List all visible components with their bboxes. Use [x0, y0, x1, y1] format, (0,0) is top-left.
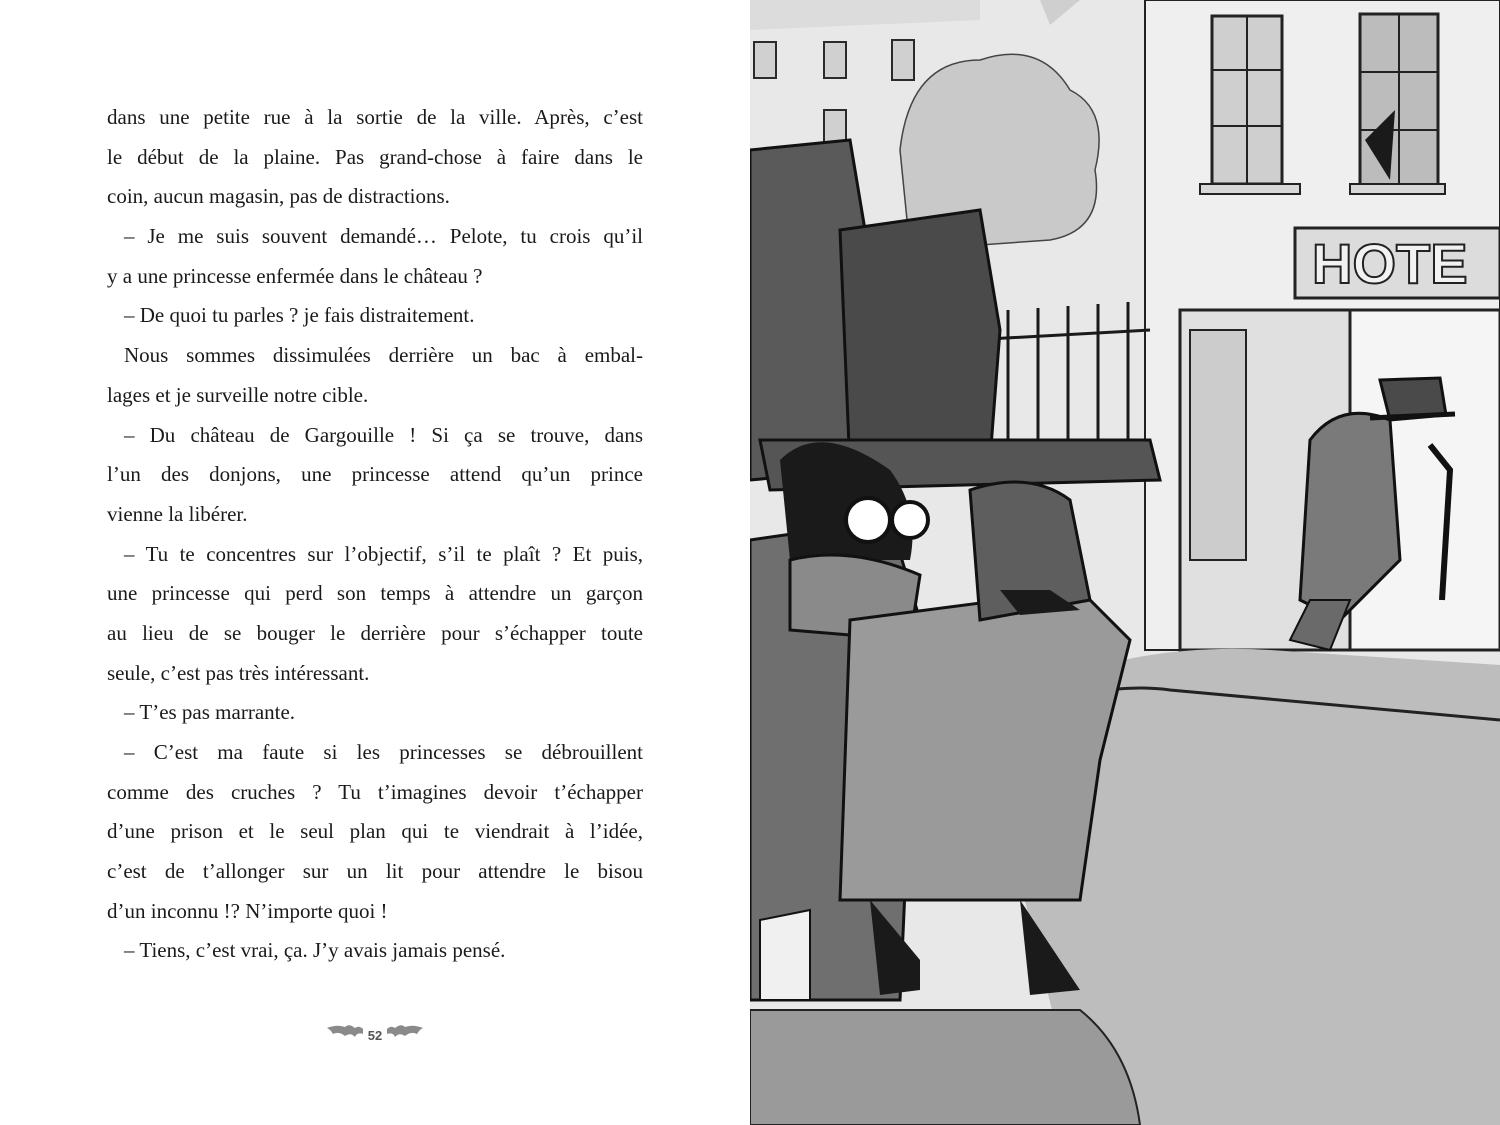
text-line: – Je me suis souvent demandé… Pelote, tu crois qu’il [124, 224, 643, 249]
street-scene-illustration [750, 0, 1500, 1125]
text-line: seule, c’est pas très intéressant. [107, 660, 370, 685]
text-line: une princesse qui perd son temps à attendre un garçon [107, 581, 643, 606]
text-line: d’un inconnu !? N’importe quoi ! [107, 898, 388, 923]
text-line: y a une princesse enfermée dans le château ? [107, 263, 483, 288]
text-line: – Du château de Gargouille ! Si ça se trouve, dans [124, 422, 643, 447]
illustration [750, 0, 1500, 1125]
text-line: dans une petite rue à la sortie de la ville. Après, c’est [107, 105, 643, 129]
body-text [107, 98, 643, 971]
text-line: lages et je surveille notre cible. [107, 382, 369, 407]
text-line: – Tiens, c’est vrai, ça. J’y avais jamais pensé. [124, 938, 506, 963]
text-line: comme des cruches ? Tu t’imagines devoir t’échapper [107, 779, 643, 804]
text-line: c’est de t’allonger sur un lit pour attendre le bisou [107, 859, 643, 884]
page-number: 52 [367, 1028, 383, 1043]
hotel-sign: HOTE [1312, 232, 1468, 295]
text-line: vienne la libérer. [107, 501, 248, 526]
text-line: coin, aucun magasin, pas de distractions. [107, 184, 450, 209]
text-line: au lieu de se bouger le derrière pour s’échapper toute [107, 620, 643, 645]
text-line: Nous sommes dissimulées derrière un bac à embal- [124, 343, 643, 368]
text-line: d’une prison et le seul plan qui te viendrait à l’idée, [107, 819, 643, 844]
text-line: – T’es pas marrante. [124, 700, 296, 725]
page-number-ornament [325, 1020, 425, 1050]
text-line: – C’est ma faute si les princesses se débrouillent [124, 740, 643, 764]
text-line: – De quoi tu parles ? je fais distraitement. [124, 303, 475, 328]
text-line: l’un des donjons, une princesse attend qu’un prince [107, 462, 643, 487]
text-line: – Tu te concentres sur l’objectif, s’il te plaît ? Et puis, [124, 541, 643, 566]
text-line: le début de la plaine. Pas grand-chose à faire dans le [107, 144, 643, 169]
